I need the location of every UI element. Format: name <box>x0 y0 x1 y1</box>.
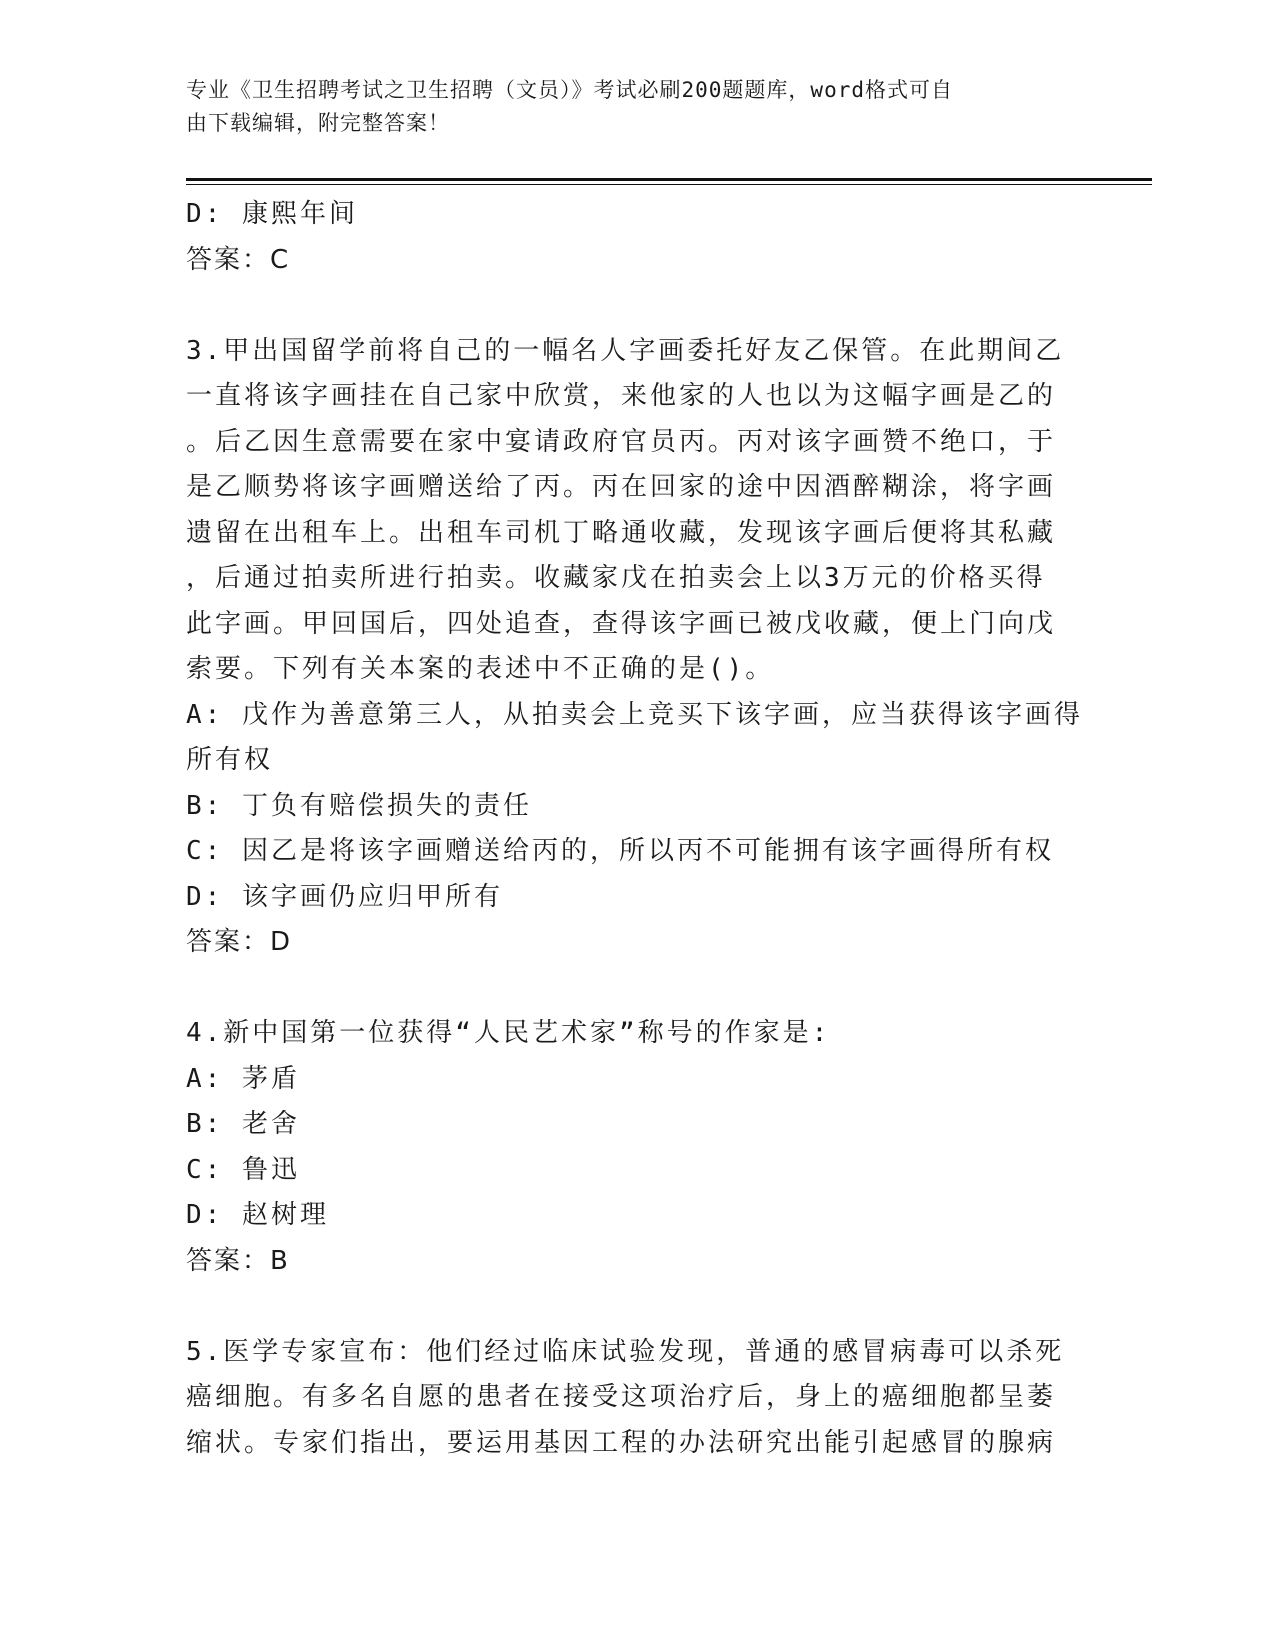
question-text-line: 3.甲出国留学前将自己的一幅名人字画委托好友乙保管。在此期间乙 <box>186 335 1065 366</box>
spacer <box>186 966 1086 1012</box>
option-a-continued: 所有权 <box>186 745 274 775</box>
question-text-line: 缩状。专家们指出，要运用基因工程的办法研究出能引起感冒的腺病 <box>186 1427 1057 1458</box>
question-5 <box>186 1330 1086 1467</box>
option-d: D: 该字画仍应归甲所有 <box>186 881 503 912</box>
option-d: D: 康熙年间 <box>186 199 358 229</box>
question-3 <box>186 329 1086 966</box>
spacer <box>186 1284 1086 1330</box>
header-line-2: 由下载编辑，附完整答案！ <box>186 111 450 135</box>
option-a: A: 茅盾 <box>186 1063 300 1094</box>
document-body <box>186 192 1086 1466</box>
option-a: A: 戊作为善意第三人，从拍卖会上竞买下该字画，应当获得该字画得 <box>186 699 1083 730</box>
option-c: C: 因乙是将该字画赠送给丙的，所以丙不可能拥有该字画得所有权 <box>186 836 1054 866</box>
question-text-line: 5.医学专家宣布：他们经过临床试验发现，普通的感冒病毒可以杀死 <box>186 1336 1065 1367</box>
question-text-line: 一直将该字画挂在自己家中欣赏，来他家的人也以为这幅字画是乙的 <box>186 381 1057 411</box>
answer-text: 答案：C <box>186 244 291 275</box>
question-4 <box>186 1011 1086 1284</box>
question-text-line: 。后乙因生意需要在家中宴请政府官员丙。丙对该字画赞不绝口，于 <box>186 426 1057 457</box>
document-header <box>186 74 1066 140</box>
option-b: B: 老舍 <box>186 1109 300 1139</box>
question-text-line: 此字画。甲回国后，四处追查，查得该字画已被戊收藏，便上门向戊 <box>186 608 1057 639</box>
question-2-tail <box>186 192 1086 283</box>
question-text-line: 遗留在出租车上。出租车司机丁略通收藏，发现该字画后便将其私藏 <box>186 517 1057 548</box>
question-text-line: 4.新中国第一位获得“人民艺术家”称号的作家是: <box>186 1018 831 1048</box>
question-text-line: 索要。下列有关本案的表述中不正确的是()。 <box>186 654 775 684</box>
header-line-1: 专业《卫生招聘考试之卫生招聘（文员）》考试必刷200题题库，word格式可自 <box>186 78 953 102</box>
option-d: D: 赵树理 <box>186 1200 329 1230</box>
question-text-line: 癌细胞。有多名自愿的患者在接受这项治疗后，身上的癌细胞都呈萎 <box>186 1382 1057 1412</box>
header-divider-thick <box>186 178 1152 181</box>
question-text-line: 是乙顺势将该字画赠送给了丙。丙在回家的途中因酒醉糊涂，将字画 <box>186 472 1057 502</box>
answer-text: 答案：B <box>186 1245 290 1276</box>
question-text-line: ，后通过拍卖所进行拍卖。收藏家戊在拍卖会上以3万元的价格买得 <box>186 563 1046 593</box>
spacer <box>186 283 1086 329</box>
header-divider-thin <box>186 184 1152 185</box>
option-c: C: 鲁迅 <box>186 1154 300 1185</box>
option-b: B: 丁负有赔偿损失的责任 <box>186 790 532 821</box>
answer-text: 答案：D <box>186 927 293 957</box>
